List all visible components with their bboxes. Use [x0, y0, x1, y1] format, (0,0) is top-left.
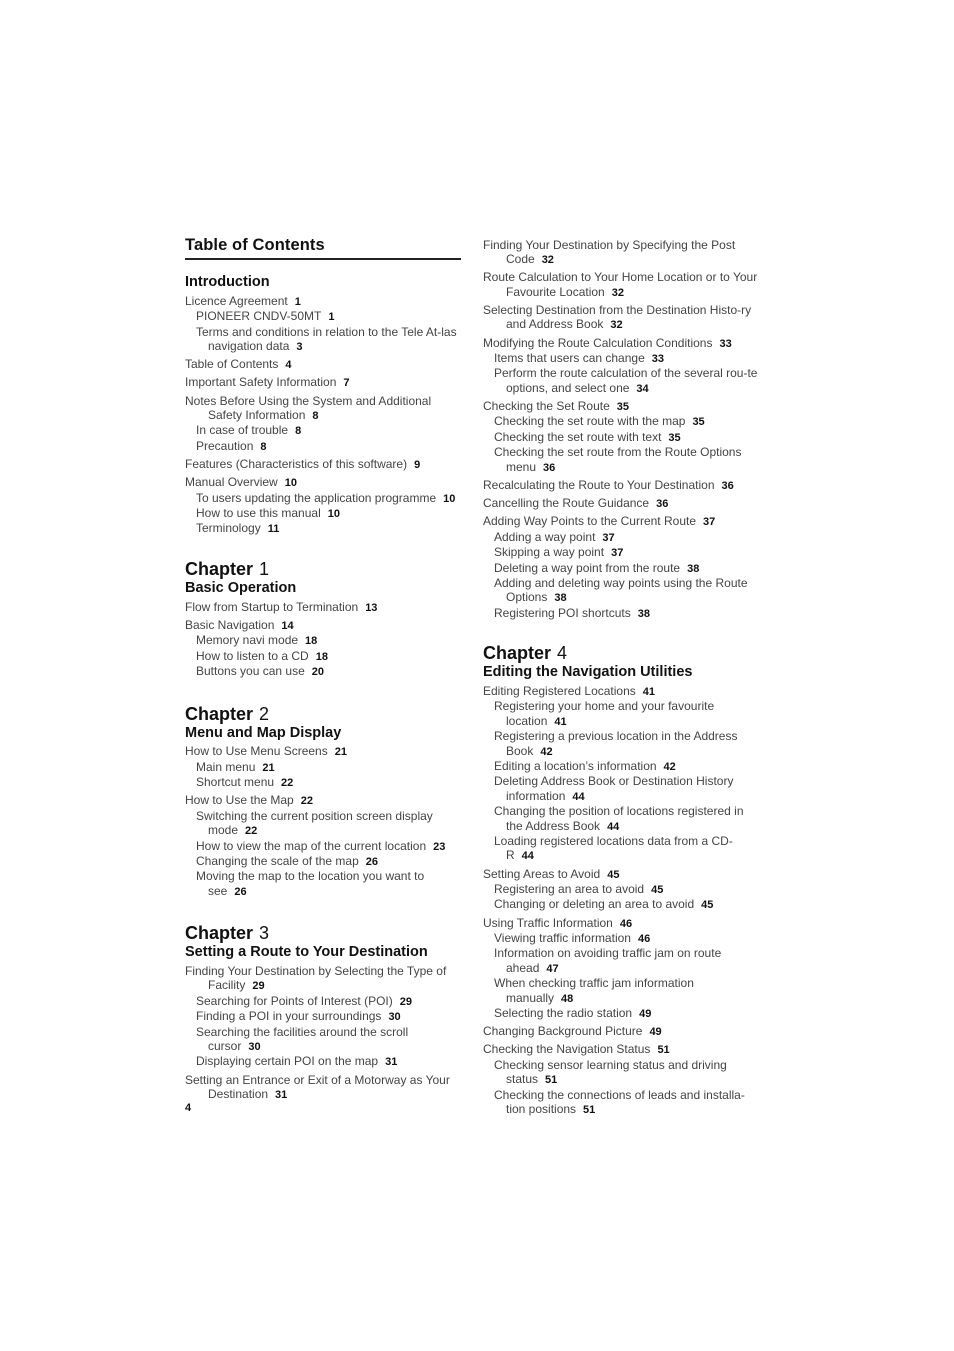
entry-text: Buttons you can use [196, 664, 305, 679]
toc-subentry[interactable] [483, 576, 759, 606]
entry-page-number: 26 [365, 855, 379, 868]
chapter-heading [185, 704, 461, 725]
toc-entry[interactable] [185, 394, 461, 424]
toc-subentry[interactable] [483, 699, 759, 729]
entry-page-number: 31 [275, 1089, 288, 1101]
entry-page-number: 36 [721, 479, 734, 492]
entry-text: Registering your home and your favourite location [494, 699, 715, 728]
entry-text: Perform the route calculation of the several rou-te options, and select one [494, 366, 758, 395]
toc-entry[interactable] [483, 238, 759, 268]
entry-text: Checking the set route with text [494, 429, 662, 444]
entry-text: Terms and conditions in relation to the Tele At-las navigation data [196, 324, 457, 354]
toc-title: Table of Contents [185, 236, 461, 260]
entry-text: Checking sensor learning status and driving status [494, 1057, 727, 1087]
entry-text: Adding a way point [494, 529, 596, 544]
toc-subentry[interactable] [483, 430, 759, 445]
toc-subentry[interactable] [185, 1025, 461, 1055]
entry-text: PIONEER CNDV-50MT [196, 309, 322, 324]
toc-entry[interactable] [483, 270, 759, 300]
toc-subentry[interactable] [483, 530, 759, 545]
entry-page-number: 10 [443, 492, 456, 505]
entry-text: Setting Areas to Avoid [483, 866, 601, 881]
entry-text: Notes Before Using the System and Additional Safety Information [185, 393, 432, 423]
entry-text: How to use this manual [196, 506, 321, 521]
toc-entry[interactable] [185, 618, 461, 633]
entry-page-number: 49 [639, 1008, 652, 1021]
entry-page-number: 32 [611, 286, 624, 299]
entry-page-number: 4 [285, 359, 292, 372]
entry-text: Changing or deleting an area to avoid [494, 897, 695, 912]
entry-page-number: 30 [248, 1040, 261, 1053]
section-title: Menu and Map Display [185, 724, 342, 741]
toc-entry[interactable] [185, 600, 461, 615]
entry-text: Switching the current position screen display mode [196, 808, 433, 838]
entry-text: Flow from Startup to Termination [185, 599, 359, 614]
entry-page-number: 35 [616, 401, 629, 414]
entry-text: Deleting Address Book or Destination History information [494, 774, 734, 803]
entry-page-number: 38 [687, 562, 700, 575]
toc-subentry[interactable] [483, 366, 759, 396]
entry-page-number: 41 [642, 685, 656, 698]
entry-text: Basic Navigation [185, 617, 275, 632]
entry-page-number: 13 [365, 601, 378, 614]
entry-text: Setting an Entrance or Exit of a Motorway as Your Destination [185, 1072, 450, 1101]
entry-text: Editing Registered Locations [483, 683, 636, 698]
entry-page-number: 38 [554, 592, 567, 605]
entry-page-number: 42 [663, 760, 676, 773]
entry-page-number: 32 [541, 254, 554, 267]
toc-subentry[interactable] [483, 1058, 759, 1088]
toc-entry[interactable] [483, 916, 759, 931]
entry-text: Information on avoiding traffic jam on route ahead [494, 946, 722, 975]
entry-page-number: 18 [305, 635, 318, 648]
entry-page-number: 44 [607, 820, 620, 833]
toc-subentry[interactable] [483, 351, 759, 366]
entry-text: Licence Agreement [185, 293, 288, 308]
entry-text: Skipping a way point [494, 545, 605, 560]
page-number: 4 [185, 1102, 192, 1114]
toc-entry[interactable] [483, 867, 759, 882]
entry-page-number: 47 [546, 962, 559, 975]
toc-subentry[interactable] [185, 309, 461, 324]
toc-entry[interactable] [185, 357, 461, 372]
toc-entry[interactable] [185, 457, 461, 472]
toc-section [185, 274, 461, 537]
toc-subentry[interactable] [185, 423, 461, 438]
entry-page-number: 45 [607, 868, 620, 881]
entry-text: Deleting a way point from the route [494, 560, 681, 575]
entry-page-number: 20 [311, 666, 324, 679]
toc-section [185, 704, 461, 900]
entry-page-number: 10 [284, 477, 297, 490]
entry-text: Finding Your Destination by Specifying the Post Code [483, 237, 736, 267]
toc-entry[interactable] [483, 1042, 759, 1057]
toc-entry[interactable] [185, 294, 461, 309]
entry-page-number: 11 [267, 523, 280, 536]
entry-text: Registering POI shortcuts [494, 605, 631, 620]
chapter-heading [483, 643, 759, 664]
entry-text: Loading registered locations data from a CD-R [494, 833, 733, 863]
entry-page-number: 35 [692, 416, 705, 429]
entry-text: When checking traffic jam information manually [494, 976, 694, 1005]
entry-text: Changing the position of locations registered in the Address Book [494, 804, 744, 833]
entry-page-number: 31 [385, 1056, 398, 1069]
entry-page-number: 36 [543, 461, 556, 474]
toc-subentry[interactable] [185, 491, 461, 506]
entry-page-number: 51 [545, 1074, 558, 1087]
entry-text: Table of Contents [185, 357, 279, 372]
entry-text: Adding and deleting way points using the Route Options [494, 575, 748, 605]
entry-text: Recalculating the Route to Your Destination [483, 477, 715, 492]
entry-text: Registering an area to avoid [494, 882, 645, 896]
left-sections [185, 274, 461, 1102]
toc-entry[interactable] [185, 744, 461, 759]
section-title: Setting a Route to Your Destination [185, 944, 428, 961]
toc-subentry[interactable] [483, 606, 759, 621]
entry-page-number: 23 [433, 840, 446, 853]
entry-page-number: 33 [719, 337, 732, 350]
toc-subentry[interactable] [483, 976, 759, 1006]
entry-text: Terminology [196, 521, 261, 536]
entry-page-number: 30 [388, 1011, 401, 1024]
entry-page-number: 45 [701, 899, 714, 912]
entry-page-number: 18 [315, 650, 328, 663]
entry-text: Checking the set route from the Route Options menu [494, 445, 742, 474]
entry-text: Selecting the radio station [494, 1006, 633, 1021]
toc-right-column [483, 235, 759, 1141]
toc-subentry[interactable] [483, 561, 759, 576]
entry-page-number: 22 [281, 777, 294, 790]
chapter-number: 1 [259, 558, 270, 579]
entry-text: In case of trouble [196, 423, 289, 438]
entry-page-number: 1 [328, 311, 335, 324]
toc-entry[interactable] [483, 336, 759, 351]
toc-subentry[interactable] [483, 834, 759, 864]
chapter-number: 2 [259, 703, 270, 724]
entry-text: Displaying certain POI on the map [196, 1054, 379, 1069]
toc-subentry[interactable] [185, 506, 461, 521]
toc-entry[interactable] [483, 478, 759, 493]
entry-text: Moving the map to the location you want to see [196, 869, 425, 898]
entry-page-number: 7 [343, 377, 350, 390]
entry-text: Manual Overview [185, 475, 278, 490]
entry-text: Finding Your Destination by Selecting the Type of Facility [185, 963, 447, 993]
entry-page-number: 41 [554, 715, 567, 728]
entry-text: Modifying the Route Calculation Conditions [483, 335, 713, 350]
entry-page-number: 37 [611, 547, 624, 560]
section-title: Editing the Navigation Utilities [483, 664, 693, 681]
entry-text: Searching for Points of Interest (POI) [196, 993, 393, 1008]
entry-page-number: 8 [295, 425, 302, 438]
chapter-word: Chapter [185, 923, 254, 944]
toc-subentry[interactable] [185, 994, 461, 1009]
toc-subentry[interactable] [185, 325, 461, 355]
toc-subentry[interactable] [483, 759, 759, 774]
entry-page-number: 48 [561, 992, 574, 1005]
entry-page-number: 21 [334, 746, 347, 759]
toc-subentry[interactable] [185, 854, 461, 869]
toc-subentry[interactable] [185, 1054, 461, 1069]
entry-page-number: 21 [262, 761, 275, 774]
toc-subentry[interactable] [185, 1009, 461, 1024]
entry-text: Changing the scale of the map [196, 853, 359, 868]
entry-text: Viewing traffic information [494, 931, 631, 946]
entry-text: Registering a previous location in the Address Book [494, 729, 738, 758]
toc-section [483, 643, 759, 1117]
toc-section [483, 238, 759, 621]
entry-text: How to Use Menu Screens [185, 744, 328, 759]
toc-entry[interactable] [185, 475, 461, 490]
entry-text: Shortcut menu [196, 775, 275, 790]
toc-left-column [185, 236, 461, 1126]
entry-text: Finding a POI in your surroundings [196, 1009, 382, 1024]
toc-subentry[interactable] [483, 1006, 759, 1021]
entry-text: Adding Way Points to the Current Route [483, 514, 696, 529]
entry-text: Changing Background Picture [483, 1024, 643, 1039]
toc-subentry[interactable] [185, 869, 461, 899]
entry-page-number: 9 [414, 459, 421, 472]
chapter-number: 3 [259, 923, 270, 944]
entry-text: Using Traffic Information [483, 915, 613, 930]
toc-entry[interactable] [185, 375, 461, 390]
toc-subentry[interactable] [185, 839, 461, 854]
toc-entry[interactable] [483, 496, 759, 511]
entry-page-number: 26 [234, 885, 247, 898]
chapter-heading [185, 559, 461, 580]
chapter-word: Chapter [483, 643, 552, 664]
toc-entry[interactable] [483, 303, 759, 333]
entry-text: To users updating the application programme [196, 490, 437, 505]
toc-subentry[interactable] [185, 760, 461, 775]
toc-subentry[interactable] [483, 804, 759, 834]
toc-section [185, 559, 461, 680]
toc-subentry[interactable] [185, 633, 461, 648]
entry-page-number: 38 [637, 607, 650, 620]
entry-text: Checking the set route with the map [494, 414, 686, 429]
toc-subentry[interactable] [185, 521, 461, 536]
entry-text: Important Safety Information [185, 375, 337, 390]
entry-page-number: 49 [649, 1026, 662, 1039]
entry-page-number: 44 [572, 790, 585, 803]
entry-page-number: 32 [610, 319, 623, 332]
chapter-heading [185, 923, 461, 944]
entry-text: How to view the map of the current location [196, 838, 427, 853]
toc-subentry[interactable] [185, 775, 461, 790]
chapter-number: 4 [557, 643, 568, 664]
toc-entry[interactable] [483, 1024, 759, 1039]
toc-subentry[interactable] [483, 1088, 759, 1118]
entry-page-number: 51 [583, 1104, 596, 1117]
entry-page-number: 37 [602, 531, 615, 544]
entry-page-number: 34 [636, 382, 649, 395]
entry-page-number: 29 [252, 980, 265, 993]
toc-subentry[interactable] [483, 729, 759, 759]
entry-page-number: 29 [399, 995, 413, 1008]
entry-text: Checking the Set Route [483, 399, 610, 414]
entry-page-number: 35 [668, 431, 681, 444]
entry-page-number: 37 [703, 516, 716, 529]
section-title: Basic Operation [185, 579, 297, 596]
entry-text: Precaution [196, 438, 254, 453]
right-sections [483, 238, 759, 1118]
entry-page-number: 51 [657, 1044, 670, 1057]
entry-text: Items that users can change [494, 351, 645, 366]
toc-subentry[interactable] [483, 882, 759, 897]
entry-page-number: 22 [245, 825, 258, 838]
entry-text: Editing a location’s information [494, 758, 657, 773]
toc-subentry[interactable] [483, 931, 759, 946]
entry-page-number: 8 [260, 440, 267, 453]
entry-page-number: 42 [540, 745, 553, 758]
toc-subentry[interactable] [185, 439, 461, 454]
toc-subentry[interactable] [483, 946, 759, 976]
entry-page-number: 3 [296, 341, 303, 354]
toc-subentry[interactable] [483, 897, 759, 912]
entry-page-number: 8 [312, 410, 319, 423]
toc-subentry[interactable] [483, 774, 759, 804]
entry-page-number: 10 [327, 508, 340, 521]
chapter-word: Chapter [185, 558, 254, 579]
entry-page-number: 1 [294, 295, 301, 308]
toc-entry[interactable] [483, 514, 759, 529]
toc-entry[interactable] [185, 1073, 461, 1103]
toc-entry[interactable] [483, 684, 759, 699]
toc-subentry[interactable] [185, 664, 461, 679]
toc-subentry[interactable] [483, 545, 759, 560]
entry-page-number: 44 [521, 850, 534, 863]
entry-text: Cancelling the Route Guidance [483, 496, 650, 511]
entry-text: Features (Characteristics of this software) [185, 457, 408, 472]
entry-text: How to listen to a CD [196, 648, 309, 663]
entry-page-number: 22 [300, 795, 313, 808]
entry-text: Checking the Navigation Status [483, 1042, 651, 1057]
entry-text: How to Use the Map [185, 793, 294, 808]
entry-text: Route Calculation to Your Home Location or to Your Favourite Location [483, 270, 758, 299]
entry-page-number: 33 [651, 353, 664, 366]
chapter-word: Chapter [185, 703, 254, 724]
toc-subentry[interactable] [185, 649, 461, 664]
toc-subentry[interactable] [483, 445, 759, 475]
section-title: Introduction [185, 274, 270, 290]
toc-section [185, 923, 461, 1102]
toc-subentry[interactable] [185, 809, 461, 839]
entry-page-number: 36 [656, 498, 669, 511]
toc-entry[interactable] [185, 964, 461, 994]
entry-page-number: 45 [651, 884, 664, 896]
entry-page-number: 46 [619, 917, 633, 930]
entry-text: Searching the facilities around the scroll cursor [196, 1024, 409, 1053]
entry-page-number: 46 [637, 933, 651, 946]
toc-entry[interactable] [483, 399, 759, 414]
entry-text: Checking the connections of leads and installa-tion positions [494, 1087, 745, 1117]
entry-text: Main menu [196, 759, 256, 774]
toc-subentry[interactable] [483, 414, 759, 429]
entry-text: Selecting Destination from the Destination Histo-ry and Address Book [483, 303, 752, 332]
entry-page-number: 14 [281, 619, 294, 632]
entry-text: Memory navi mode [196, 633, 299, 648]
toc-entry[interactable] [185, 793, 461, 808]
